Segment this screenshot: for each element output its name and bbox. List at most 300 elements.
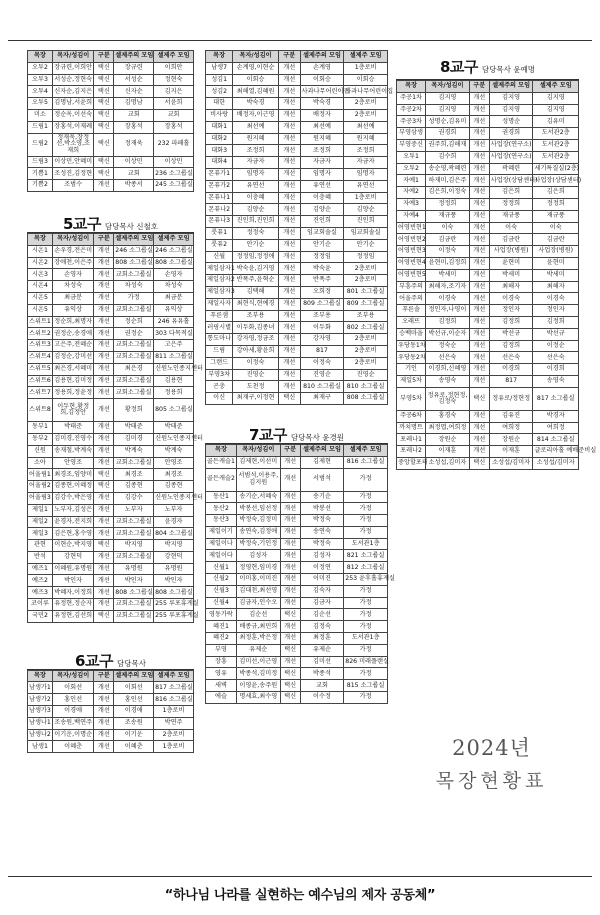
table-cell: 유연선 — [344, 180, 388, 192]
table-cell: 개선 — [280, 585, 300, 597]
table-cell: 개선 — [94, 180, 114, 192]
table-cell: 김지영 — [533, 92, 579, 104]
table-cell: 808 소그룹실 — [114, 257, 154, 269]
table-cell: 우당동1차 — [397, 340, 426, 352]
table-cell: 이신 — [206, 393, 233, 405]
table-cell: 송기순,서혜숙 — [236, 491, 280, 503]
table-cell: 동부2 — [28, 433, 53, 445]
table-cell: 최정훈,박은정 — [236, 633, 280, 645]
table-cell: 개선 — [280, 621, 300, 633]
table-cell: 최해자 — [489, 281, 533, 293]
table-cell: 개선 — [278, 74, 300, 86]
table-cell: 최금분 — [52, 292, 94, 304]
table-cell: 드림2 — [28, 133, 53, 156]
footer-motto: “하나님 나라를 실현하는 예수님의 제자 공동체” — [164, 888, 436, 903]
table-cell: 이정숙 — [233, 357, 279, 369]
table-cell: 반폭주 — [300, 275, 344, 287]
column-header: 목장 — [28, 670, 53, 682]
table-cell: 사업장(병원) — [533, 246, 579, 258]
table-cell: 진인희,진인희 — [233, 216, 279, 228]
table-row — [28, 292, 194, 304]
table-cell: 자금자 — [300, 157, 344, 169]
table-cell: 남생가2 — [28, 694, 53, 706]
table-cell: 송영숙 — [533, 375, 579, 387]
table-cell: 박혜자,이정희 — [52, 587, 94, 599]
table-cell: 택신 — [94, 610, 114, 622]
table-cell: 반석 — [28, 551, 53, 563]
column-header: 목자/성김이 — [52, 670, 94, 682]
table-cell: 교회소그룹실 — [114, 375, 154, 387]
table-cell: 송순영,곽혜련 — [426, 163, 470, 175]
table-row — [397, 92, 579, 104]
table-cell: 이경희 — [533, 364, 579, 376]
table-cell: 255 루포휴게실 — [154, 610, 194, 622]
table-cell: 권정순,송경애 — [52, 328, 94, 340]
table-row — [28, 304, 194, 316]
table-row — [28, 694, 194, 706]
table-cell: 제일이나 — [206, 538, 237, 550]
table-cell: 정순희,최명자 — [52, 316, 94, 328]
table-cell: 신월 — [206, 251, 233, 263]
table-row — [206, 168, 388, 180]
table-cell: 810 소그룹실 — [300, 381, 344, 393]
table-row — [28, 599, 194, 611]
table-row — [28, 399, 194, 422]
table-cell: 박인자 — [114, 575, 154, 587]
table-cell: 이희안 — [154, 62, 194, 74]
table-cell: 박계숙 — [154, 445, 194, 457]
table-cell: 소성섭/김미자 — [533, 457, 579, 469]
table-cell: 오투2 — [397, 163, 426, 175]
table-cell: 안영조 — [52, 457, 94, 469]
table-cell: 246 소그룹실 — [114, 245, 154, 257]
table-cell: 차성숙 — [114, 281, 154, 293]
table-cell: 오희정 — [300, 286, 344, 298]
table-cell: 김대천,최선영 — [236, 585, 280, 597]
table-cell: 손영자 — [52, 269, 94, 281]
table-row — [206, 204, 388, 216]
table-row — [397, 364, 579, 376]
table-row — [206, 121, 388, 133]
table-cell: 룻퓨2 — [206, 239, 233, 251]
table-cell: 817 소그룹실 — [533, 387, 579, 410]
table-row — [28, 269, 194, 281]
table-cell: 자예1 — [397, 175, 426, 187]
table-cell: 교회소그룹실 — [114, 304, 154, 316]
table-cell: 정인자,나영이 — [426, 305, 470, 317]
table-cell: 제일3 — [28, 528, 53, 540]
table-cell: 남생1 — [28, 741, 53, 753]
table-cell: 시온4 — [28, 281, 53, 293]
table-cell: 어울림2 — [28, 481, 53, 493]
table-cell: 원지혜 — [344, 133, 388, 145]
table-cell: 신월2 — [206, 574, 237, 586]
table-cell: 관현 — [28, 540, 53, 552]
table-row — [28, 492, 194, 504]
table-cell: 김미선 — [300, 656, 344, 668]
table-cell: 진인희 — [344, 216, 388, 228]
table-cell: 가정 — [344, 668, 388, 680]
table-row — [206, 275, 388, 287]
table-cell: 김지영 — [489, 92, 533, 104]
table-header-row — [28, 51, 194, 63]
table-cell: 조송원,백연주 — [52, 717, 94, 729]
table-cell: 송기순 — [300, 491, 344, 503]
table-cell: 임교회솔실 — [344, 227, 388, 239]
table-cell: 개선 — [278, 286, 300, 298]
table-cell: 박정숙 — [300, 538, 344, 550]
table-cell: 배정자,이근영 — [233, 109, 279, 121]
table-cell: 차성숙 — [52, 281, 94, 293]
table-cell: 교회 — [154, 109, 194, 121]
table-cell: 개선 — [94, 304, 114, 316]
table-row — [206, 145, 388, 157]
table-cell: 사업장(상담센터) — [489, 175, 533, 187]
table-cell: 진영순 — [233, 369, 279, 381]
table-cell: 김지영 — [426, 92, 470, 104]
table-cell: 유연선 — [300, 180, 344, 192]
table-cell: 개선 — [278, 204, 300, 216]
table-cell: 개선 — [469, 92, 489, 104]
table-cell: 최선예 — [233, 121, 279, 133]
table-cell: 김숙자 — [300, 585, 344, 597]
table-cell: 부영삼생 — [397, 128, 426, 140]
table-cell: 신월4 — [206, 597, 237, 609]
table-cell: 개선 — [469, 375, 489, 387]
table-cell: 박선규,이순자 — [426, 328, 470, 340]
table-row — [397, 316, 579, 328]
table-cell: 신원 — [28, 445, 53, 457]
table-cell: 김양순 — [300, 204, 344, 216]
section-6-pastor: 담당목사 — [116, 658, 146, 668]
table-row — [397, 128, 579, 140]
table-cell: 김수희 — [426, 151, 470, 163]
table-cell: 정정희 — [489, 198, 533, 210]
table-cell: 룻퓨1 — [206, 227, 233, 239]
table-cell: 개선 — [280, 515, 300, 527]
table-cell: 도서관2층 — [533, 139, 579, 151]
table-cell: 개선 — [94, 694, 114, 706]
table-cell: 도서관2층 — [533, 128, 579, 140]
table-cell: 조범수 — [52, 180, 94, 192]
table-cell: 부영5차 — [397, 387, 426, 410]
table-cell: 스위트6 — [28, 375, 53, 387]
table-cell: 개선 — [278, 216, 300, 228]
table-cell: 개선 — [94, 422, 114, 434]
table-cell: 814 소그룹실 — [533, 434, 579, 446]
table-cell: 택신 — [280, 668, 300, 680]
table-cell: 드림1 — [28, 121, 53, 133]
table-cell: 김성자 — [300, 550, 344, 562]
table-cell: 혜진2 — [206, 633, 237, 645]
table-cell: 246 소그룹실 — [154, 245, 194, 257]
table-row — [206, 503, 388, 515]
table-row — [28, 516, 194, 528]
table-row — [397, 104, 579, 116]
table-cell: 제일이기 — [206, 526, 237, 538]
table-cell: 동산2 — [206, 503, 237, 515]
table-cell: 개선 — [469, 175, 489, 187]
table-cell: 홍경숙 — [426, 410, 470, 422]
table-cell: 개선 — [469, 364, 489, 376]
table-row — [206, 357, 388, 369]
table-cell: 김정희 — [489, 340, 533, 352]
table-cell: 스위트7 — [28, 387, 53, 399]
table-cell: 신자순,김지은 — [52, 86, 94, 98]
table-cell: 제일삼자1 — [206, 263, 233, 275]
table-cell: 권경희 — [489, 128, 533, 140]
table-cell: 개선 — [469, 269, 489, 281]
table-cell: 2층로비 — [344, 98, 388, 110]
table-cell: 개선 — [94, 741, 114, 753]
table-cell: 개선 — [94, 706, 114, 718]
table-cell: 부흥주의 — [397, 281, 426, 293]
table-cell: 스위트2 — [28, 328, 53, 340]
table-cell: 시온5 — [28, 292, 53, 304]
table-cell: 817 — [489, 375, 533, 387]
table-cell: 강현덕 — [154, 551, 194, 563]
table-cell: 안영조 — [154, 457, 194, 469]
table-cell: 김양순 — [344, 204, 388, 216]
column-header: 셀제주 모임 — [344, 51, 388, 63]
table-cell: 제일1 — [28, 504, 53, 516]
table-cell: 김명남 — [114, 98, 154, 110]
table-cell: 제일2 — [28, 516, 53, 528]
table-cell: 개선 — [94, 587, 114, 599]
table-cell: 개선 — [278, 275, 300, 287]
table-cell: 개선 — [469, 187, 489, 199]
table-cell: 정숙순 — [426, 340, 470, 352]
table-cell: 개선 — [280, 468, 300, 491]
table-cell: 김은현,홍수영 — [52, 528, 94, 540]
table-cell: 김정희 — [533, 316, 579, 328]
table-cell: 윤경자 — [154, 516, 194, 528]
table-cell: 이숙 — [489, 222, 533, 234]
section-5-heading — [27, 212, 194, 232]
table-cell: 최정엽,여희정 — [426, 422, 470, 434]
table-cell: 개선 — [469, 340, 489, 352]
table-row — [206, 251, 388, 263]
table-cell: 주공6차 — [397, 410, 426, 422]
table-row — [397, 198, 579, 210]
table-cell: 박종석,김미정 — [236, 668, 280, 680]
table-cell: 손우경,전은미 — [52, 245, 94, 257]
section-8-pastor: 담당목사 윤예명 — [481, 65, 536, 74]
table-cell: 개선 — [278, 298, 300, 310]
table-cell: 택신 — [94, 133, 114, 156]
table-cell: 택신 — [278, 393, 300, 405]
table-cell: 홍인선 — [114, 694, 154, 706]
table-row — [397, 375, 579, 387]
table-cell: 253 윤후홀휴게실 — [344, 574, 388, 586]
column-header: 목장 — [28, 51, 53, 63]
column-header: 목장 — [397, 81, 426, 93]
table-cell: 김지영 — [426, 104, 470, 116]
table-cell: 개선 — [94, 717, 114, 729]
table-cell: 교회소그룹실 — [114, 610, 154, 622]
table-cell: 유제순 — [236, 644, 280, 656]
table-cell: 정정임 — [300, 251, 344, 263]
table-cell: 김금란 — [489, 234, 533, 246]
table-cell: 개선 — [280, 526, 300, 538]
table-cell: 신원노인종지센터 — [154, 363, 194, 375]
table-cell: 오투5 — [28, 98, 53, 110]
table-row — [397, 352, 579, 364]
table-cell: 오투1 — [397, 151, 426, 163]
table-row — [28, 86, 194, 98]
table-cell: 골든캐슬2 — [206, 468, 237, 491]
table-cell: 박정숙,기인정 — [236, 538, 280, 550]
table-row — [397, 293, 579, 305]
column-header: 구분 — [94, 51, 114, 63]
table-cell: 255 루포휴게실 — [154, 599, 194, 611]
table-row — [397, 116, 579, 128]
table-row — [206, 393, 388, 405]
table-cell: 신월3 — [206, 585, 237, 597]
table-cell: 개선 — [278, 86, 300, 98]
table-cell: 정순희 — [114, 316, 154, 328]
table-cell: 성명순,김유미 — [426, 116, 470, 128]
table-row — [206, 86, 388, 98]
table-cell: 정정희 — [533, 198, 579, 210]
table-cell: 개선 — [278, 263, 300, 275]
table-row — [28, 168, 194, 180]
table-cell: 가정 — [344, 692, 388, 704]
table-cell: 사업장(연구소) — [489, 139, 533, 151]
table-cell: 개선 — [278, 180, 300, 192]
table-cell: 김택해 — [233, 286, 279, 298]
table-row — [28, 375, 194, 387]
table-row — [28, 351, 194, 363]
table-row — [397, 328, 579, 340]
table-cell: 드림 — [206, 345, 233, 357]
column-header: 목자/성김이 — [426, 81, 470, 93]
table-cell: 최선예 — [344, 121, 388, 133]
table-cell: 자예2 — [397, 187, 426, 199]
table-cell: 개선 — [469, 163, 489, 175]
table-cell: 이혜춘 — [52, 741, 94, 753]
table-cell: 손영자 — [154, 269, 194, 281]
table-cell: 303 다목적실 — [154, 328, 194, 340]
table-row — [206, 286, 388, 298]
table-cell: 스위트8 — [28, 399, 53, 422]
table-header-row — [206, 51, 388, 63]
table-cell: 개선 — [469, 139, 489, 151]
table-cell: 개선 — [278, 133, 300, 145]
table-cell: 오투3 — [28, 74, 53, 86]
table-cell: 장홍석 — [114, 121, 154, 133]
table-cell: 김미경,진영수 — [52, 433, 94, 445]
table-row — [28, 340, 194, 352]
table-cell: 가정 — [344, 609, 388, 621]
table-cell: 정정숙 — [233, 227, 279, 239]
table-cell: 가정 — [344, 491, 388, 503]
table-cell: 미소 — [28, 109, 53, 121]
table-row — [206, 192, 388, 204]
table-col1-top — [27, 50, 194, 192]
table-cell: 시온5 — [28, 304, 53, 316]
table-row — [206, 62, 388, 74]
table-cell: 개선 — [278, 369, 300, 381]
table-cell: 이상민,안혜미 — [52, 156, 94, 168]
table-cell: 제일삼자3 — [206, 286, 233, 298]
table-cell: 진영순 — [344, 369, 388, 381]
table-cell: 808 소그룹실 — [344, 393, 388, 405]
table-cell: 장규련,이희안 — [52, 62, 94, 74]
table-row — [397, 281, 579, 293]
table-cell: 교회소그룹실 — [114, 457, 154, 469]
table-cell: 개선 — [280, 503, 300, 515]
table-cell: 최경조 — [114, 469, 154, 481]
table-cell: 이경애 — [114, 706, 154, 718]
table-cell: 안기순 — [300, 239, 344, 251]
table-cell: 택신 — [94, 540, 114, 552]
table-cell: 성명순 — [489, 116, 533, 128]
table-cell: 어울주의 — [397, 293, 426, 305]
table-cell: 김용현,김미정 — [52, 375, 94, 387]
table-cell: 어영빈현1 — [397, 222, 426, 234]
table-cell: 택신 — [94, 98, 114, 110]
table-row — [28, 257, 194, 269]
table-cell: 김정희 — [489, 316, 533, 328]
table-cell: 반폭주,윤혁순 — [233, 275, 279, 287]
table-row — [28, 422, 194, 434]
column-header: 셀제주 모임 — [344, 444, 388, 456]
table-cell: 개선 — [94, 504, 114, 516]
table-cell: 강자영,정금조 — [233, 334, 279, 346]
table-row — [28, 741, 194, 753]
table-cell: 재규풍 — [489, 210, 533, 222]
table-cell: 김정희 — [426, 316, 470, 328]
table-cell: 김미선,이근영 — [236, 656, 280, 668]
table-cell: 박숙윤 — [300, 263, 344, 275]
table-cell: 중앙할포터 — [397, 457, 426, 469]
table-cell: 박태준 — [114, 422, 154, 434]
table-cell: 유정현,정순자 — [52, 599, 94, 611]
table-row — [206, 157, 388, 169]
table-cell: 몬퓨나1 — [206, 192, 233, 204]
table-cell: 이기운,이명순 — [52, 729, 94, 741]
table-cell: 유제순 — [300, 644, 344, 656]
column-header: 구분 — [94, 233, 114, 245]
table-cell: 박세미 — [426, 269, 470, 281]
table-cell: 1층로비 — [154, 741, 194, 753]
table-cell: 김종현 — [114, 481, 154, 493]
table-row — [206, 526, 388, 538]
table-cell: 여희정 — [489, 422, 533, 434]
table-cell: 새벽 — [206, 680, 237, 692]
table-cell: 이회선 — [114, 682, 154, 694]
table-cell: 조정희 — [344, 145, 388, 157]
table-cell: 이혜춘 — [114, 741, 154, 753]
table-cell: 개선 — [94, 281, 114, 293]
table-cell: 김은희 — [533, 187, 579, 199]
table-cell: 영유 — [206, 668, 237, 680]
table-cell: 택신 — [280, 609, 300, 621]
table-cell: 임교회솔실 — [300, 227, 344, 239]
table-cell: 정유로,정현정,김정숙 — [426, 387, 470, 410]
table-cell: 801 소그룹실 — [344, 286, 388, 298]
table-cell: 최정훈 — [300, 633, 344, 645]
table-cell: 서범석 — [300, 468, 344, 491]
table-cell: 교회소그룹실 — [114, 551, 154, 563]
table-cell: 남생나2 — [28, 729, 53, 741]
table-cell: 임명자 — [300, 168, 344, 180]
table-row — [28, 504, 194, 516]
table-cell: 이경희,신혜영 — [426, 364, 470, 376]
table-cell: 개선 — [469, 104, 489, 116]
table-cell: 김종현 — [154, 481, 194, 493]
